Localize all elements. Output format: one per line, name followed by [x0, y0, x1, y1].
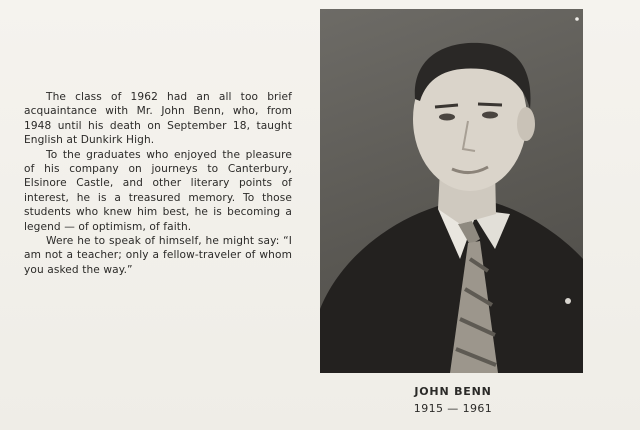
portrait-caption-dates: 1915 — 1961	[413, 402, 493, 415]
memorial-paragraph-2: To the graduates who enjoyed the pleasure of his company on journeys to Canterbury, Elsinore Castle, and other literary points of interest, he is a treasured memory. To those students who knew him best, he is becoming a legend — of optimism, of faith.	[24, 148, 292, 233]
portrait-illustration	[320, 9, 583, 373]
memorial-paragraph-1: The class of 1962 had an all too brief acquaintance with Mr. John Benn, who, from 1948 until his death on September 18, taught English at Dunkirk High.	[24, 91, 292, 147]
memorial-text	[24, 90, 292, 277]
memorial-paragraph-3: Were he to speak of himself, he might say: “I am not a teacher; only a fellow-traveler of whom you asked the way.”	[24, 235, 292, 276]
portrait-caption-name: JOHN BENN	[414, 385, 492, 398]
portrait-photo	[320, 9, 583, 373]
